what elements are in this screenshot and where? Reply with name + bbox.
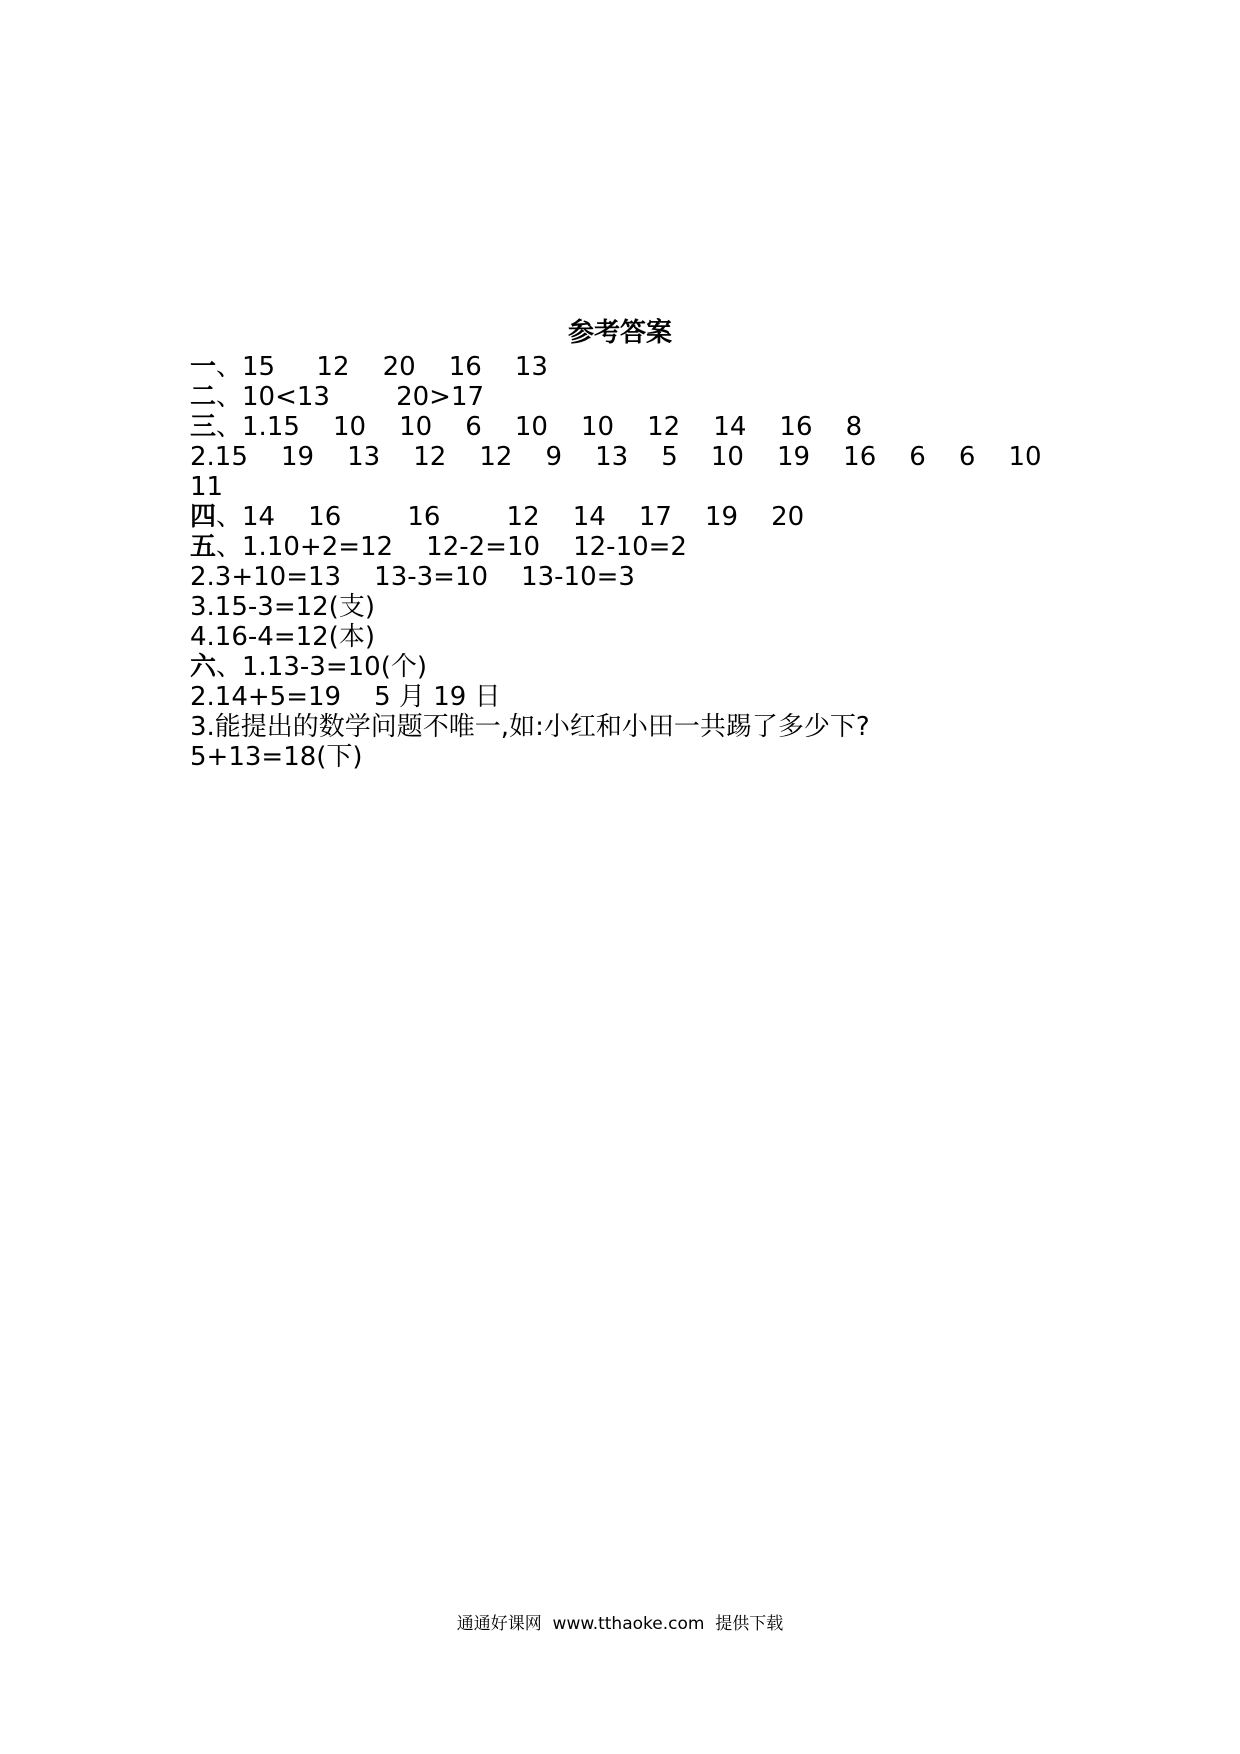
answer-text-5: 11: [190, 472, 224, 502]
section-marker-6: 四: [190, 502, 217, 532]
answer-text-7: 、1.10+2=12 12-2=10 12-10=2: [216, 532, 687, 562]
answer-line-9: [190, 592, 1070, 622]
answer-line-8: [190, 562, 1070, 592]
answer-line-11: [190, 652, 1070, 682]
answer-text-2: 、10<13 20>17: [216, 382, 485, 412]
answer-list: [190, 352, 1070, 772]
answer-text-8: 2.3+10=13 13-3=10 13-10=3: [190, 562, 635, 592]
footer-credit: 通通好课网 www.tthaoke.com 提供下载: [456, 1614, 784, 1634]
answer-text-4: 2.15 19 13 12 12 9 13 5 10 19 16 6 6 10: [190, 442, 1042, 472]
answer-line-2: [190, 382, 1070, 412]
answer-line-7: [190, 532, 1070, 562]
answer-line-14: [190, 742, 1070, 772]
section-marker-3: 三: [190, 412, 217, 442]
answer-line-1: [190, 352, 1070, 382]
section-marker-11: 六: [190, 652, 217, 682]
section-marker-7: 五: [190, 532, 217, 562]
answer-text-6: 、14 16 16 12 14 17 19 20: [216, 502, 805, 532]
page-title: 参考答案: [567, 318, 672, 348]
answer-line-10: [190, 622, 1070, 652]
answer-text-13: 3.能提出的数学问题不唯一,如:小红和小田一共踢了多少下?: [190, 712, 870, 742]
answer-text-12: 2.14+5=19 5 月 19 日: [190, 682, 501, 712]
answer-text-10: 4.16-4=12(本): [190, 622, 375, 652]
answer-line-12: [190, 682, 1070, 712]
answer-line-13: [190, 712, 1070, 742]
answer-text-9: 3.15-3=12(支): [190, 592, 375, 622]
answer-text-14: 5+13=18(下): [190, 742, 363, 772]
answer-text-1: 、15 12 20 16 13: [216, 352, 548, 382]
section-marker-2: 二: [190, 382, 217, 412]
section-marker-1: 一: [190, 352, 217, 382]
answer-line-3: [190, 412, 1070, 442]
answer-text-11: 、1.13-3=10(个): [216, 652, 427, 682]
answer-line-6: [190, 502, 1070, 532]
answer-line-4: [190, 442, 1070, 472]
answer-line-5: [190, 472, 1070, 502]
answer-text-3: 、1.15 10 10 6 10 10 12 14 16 8: [216, 412, 863, 442]
